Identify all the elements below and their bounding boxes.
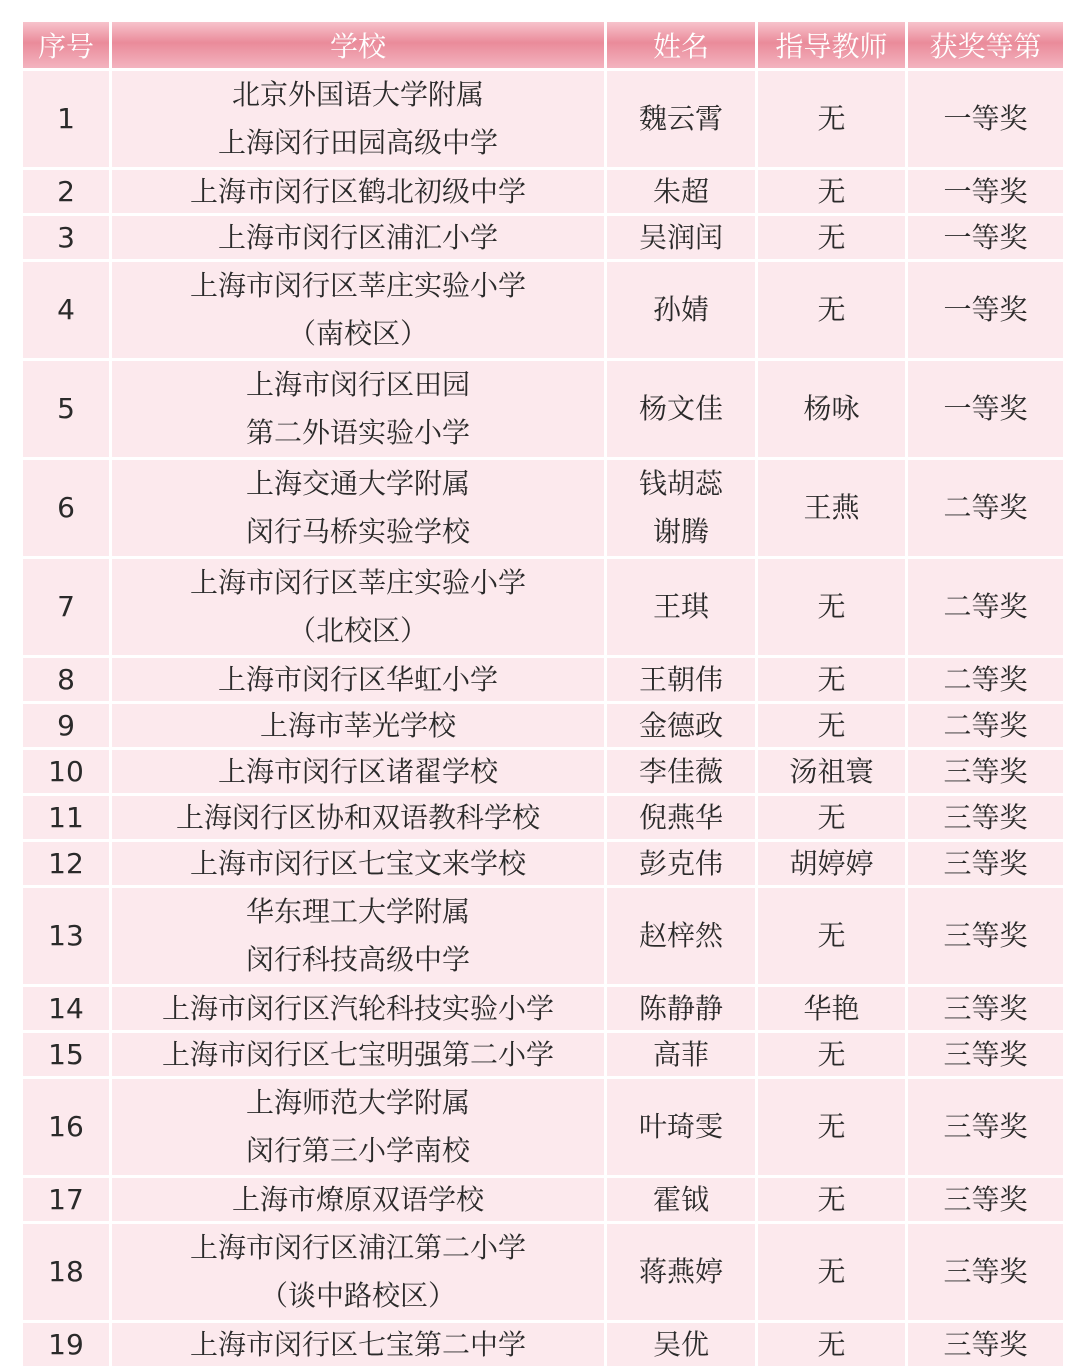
school-line: 闵行第三小学南校: [245, 1134, 470, 1167]
table-row: [23, 361, 1063, 457]
cell-award: 三等奖: [908, 1033, 1063, 1076]
cell-teacher: 无: [758, 71, 905, 167]
cell-teacher: 华艳: [758, 987, 905, 1030]
cell-name: [607, 361, 755, 457]
table-row: [23, 216, 1063, 259]
name-line: 霍钺: [652, 1183, 709, 1216]
cell-school: [112, 262, 604, 358]
cell-school: [112, 460, 604, 556]
cell-teacher: 胡婷婷: [758, 842, 905, 885]
table-row: [23, 658, 1063, 701]
name-line: 彭克伟: [638, 847, 723, 880]
name-line: 魏云霄: [638, 102, 723, 135]
cell-no: 16: [23, 1079, 109, 1175]
name-line: 赵梓然: [638, 919, 723, 952]
table-row: [23, 842, 1063, 885]
school-line: 闵行科技高级中学: [245, 943, 470, 976]
cell-school: [112, 987, 604, 1030]
cell-name: [607, 987, 755, 1030]
table-row: [23, 987, 1063, 1030]
cell-award: 二等奖: [908, 658, 1063, 701]
school-line: 上海市闵行区七宝第二中学: [189, 1328, 526, 1361]
school-line: 上海市闵行区田园: [245, 368, 470, 401]
table-row: [23, 888, 1063, 984]
cell-name: [607, 1224, 755, 1320]
name-line: 钱胡蕊: [638, 467, 723, 500]
cell-name: [607, 1033, 755, 1076]
cell-no: 6: [23, 460, 109, 556]
cell-name: [607, 170, 755, 213]
name-line: 金德政: [638, 709, 723, 742]
table-row: [23, 559, 1063, 655]
name-line: 王琪: [652, 590, 709, 623]
cell-name: [607, 460, 755, 556]
cell-no: 11: [23, 796, 109, 839]
cell-no: 10: [23, 750, 109, 793]
table-body: [23, 71, 1063, 1366]
cell-teacher: 无: [758, 1224, 905, 1320]
cell-teacher: 无: [758, 796, 905, 839]
cell-no: 3: [23, 216, 109, 259]
school-line: （北校区）: [287, 614, 428, 647]
cell-award: 三等奖: [908, 750, 1063, 793]
cell-name: [607, 1178, 755, 1221]
table-row: [23, 1323, 1063, 1366]
school-line: 上海市闵行区浦江第二小学: [189, 1231, 526, 1264]
school-line: 上海市闵行区华虹小学: [217, 663, 498, 696]
header-row: [23, 22, 1063, 68]
school-line: 上海市闵行区鹤北初级中学: [189, 175, 526, 208]
cell-teacher: 无: [758, 1079, 905, 1175]
cell-teacher: 无: [758, 1033, 905, 1076]
cell-name: [607, 262, 755, 358]
cell-school: [112, 842, 604, 885]
cell-teacher: 无: [758, 216, 905, 259]
cell-award: 三等奖: [908, 1224, 1063, 1320]
cell-no: 9: [23, 704, 109, 747]
name-line: 高菲: [652, 1038, 709, 1071]
awards-table: [20, 19, 1066, 1369]
name-line: 叶琦雯: [638, 1110, 723, 1143]
cell-teacher: 无: [758, 1323, 905, 1366]
cell-teacher: 无: [758, 262, 905, 358]
cell-school: [112, 1079, 604, 1175]
cell-school: [112, 704, 604, 747]
cell-award: 三等奖: [908, 1323, 1063, 1366]
school-line: 上海市燎原双语学校: [231, 1183, 484, 1216]
cell-school: [112, 1178, 604, 1221]
name-line: 孙婧: [652, 293, 709, 326]
cell-teacher: 无: [758, 704, 905, 747]
school-line: 华东理工大学附属: [245, 895, 470, 928]
cell-no: 2: [23, 170, 109, 213]
cell-name: [607, 559, 755, 655]
cell-no: 18: [23, 1224, 109, 1320]
cell-name: [607, 216, 755, 259]
name-line: 倪燕华: [638, 801, 723, 834]
cell-school: [112, 170, 604, 213]
cell-school: [112, 1323, 604, 1366]
header-no: 序号: [23, 22, 109, 68]
cell-award: 三等奖: [908, 1079, 1063, 1175]
cell-award: 一等奖: [908, 216, 1063, 259]
table-row: [23, 1178, 1063, 1221]
cell-no: 19: [23, 1323, 109, 1366]
header-school: 学校: [112, 22, 604, 68]
cell-teacher: 无: [758, 658, 905, 701]
cell-no: 15: [23, 1033, 109, 1076]
school-line: 闵行马桥实验学校: [245, 515, 470, 548]
school-line: 上海市闵行区诸翟学校: [217, 755, 498, 788]
cell-no: 12: [23, 842, 109, 885]
school-line: 上海市闵行区七宝明强第二小学: [161, 1038, 554, 1071]
table-row: [23, 750, 1063, 793]
name-line: 蒋燕婷: [638, 1255, 723, 1288]
school-line: （谈中路校区）: [259, 1279, 456, 1312]
cell-school: [112, 888, 604, 984]
cell-award: 一等奖: [908, 262, 1063, 358]
name-line: 李佳薇: [638, 755, 723, 788]
cell-name: [607, 796, 755, 839]
name-line: 吴优: [652, 1328, 709, 1361]
school-line: 上海市闵行区浦汇小学: [217, 221, 498, 254]
cell-name: [607, 704, 755, 747]
table-row: [23, 704, 1063, 747]
school-line: 上海市闵行区莘庄实验小学: [189, 566, 526, 599]
table-row: [23, 460, 1063, 556]
cell-award: 三等奖: [908, 796, 1063, 839]
header-teacher: 指导教师: [758, 22, 905, 68]
cell-award: 一等奖: [908, 361, 1063, 457]
cell-school: [112, 658, 604, 701]
cell-teacher: 无: [758, 170, 905, 213]
cell-name: [607, 1323, 755, 1366]
school-line: 北京外国语大学附属: [231, 78, 484, 111]
cell-teacher: 无: [758, 888, 905, 984]
cell-no: 17: [23, 1178, 109, 1221]
cell-no: 4: [23, 262, 109, 358]
table-row: [23, 796, 1063, 839]
cell-name: [607, 658, 755, 701]
cell-teacher: 杨咏: [758, 361, 905, 457]
table-row: [23, 1224, 1063, 1320]
cell-no: 5: [23, 361, 109, 457]
school-line: 上海市闵行区莘庄实验小学: [189, 269, 526, 302]
school-line: 上海市莘光学校: [259, 709, 456, 742]
cell-teacher: 王燕: [758, 460, 905, 556]
cell-school: [112, 796, 604, 839]
table-row: [23, 1079, 1063, 1175]
cell-school: [112, 750, 604, 793]
school-line: 第二外语实验小学: [245, 416, 470, 449]
cell-award: 三等奖: [908, 987, 1063, 1030]
header-award: 获奖等第: [908, 22, 1063, 68]
table-row: [23, 170, 1063, 213]
cell-name: [607, 888, 755, 984]
table-row: [23, 71, 1063, 167]
cell-no: 7: [23, 559, 109, 655]
cell-school: [112, 559, 604, 655]
cell-school: [112, 216, 604, 259]
cell-no: 8: [23, 658, 109, 701]
cell-school: [112, 71, 604, 167]
name-line: 朱超: [652, 175, 709, 208]
name-line: 王朝伟: [638, 663, 723, 696]
cell-award: 三等奖: [908, 842, 1063, 885]
cell-award: 一等奖: [908, 71, 1063, 167]
school-line: 上海市闵行区汽轮科技实验小学: [161, 992, 554, 1025]
cell-name: [607, 750, 755, 793]
cell-award: 三等奖: [908, 1178, 1063, 1221]
cell-award: 一等奖: [908, 170, 1063, 213]
school-line: 上海市闵行区七宝文来学校: [189, 847, 526, 880]
cell-award: 三等奖: [908, 888, 1063, 984]
cell-name: [607, 71, 755, 167]
school-line: 上海师范大学附属: [245, 1086, 470, 1119]
cell-award: 二等奖: [908, 704, 1063, 747]
cell-school: [112, 1033, 604, 1076]
table-row: [23, 1033, 1063, 1076]
cell-school: [112, 361, 604, 457]
cell-teacher: 无: [758, 559, 905, 655]
school-line: 上海闵行田园高级中学: [217, 126, 498, 159]
table-row: [23, 262, 1063, 358]
cell-no: 13: [23, 888, 109, 984]
school-line: 上海交通大学附属: [245, 467, 470, 500]
name-line: 谢腾: [652, 515, 709, 548]
school-line: 上海闵行区协和双语教科学校: [175, 801, 540, 834]
school-line: （南校区）: [287, 317, 428, 350]
name-line: 陈静静: [638, 992, 723, 1025]
cell-award: 二等奖: [908, 460, 1063, 556]
name-line: 吴润闰: [638, 221, 723, 254]
cell-teacher: 汤祖寰: [758, 750, 905, 793]
cell-award: 二等奖: [908, 559, 1063, 655]
cell-no: 1: [23, 71, 109, 167]
cell-no: 14: [23, 987, 109, 1030]
cell-teacher: 无: [758, 1178, 905, 1221]
header-name: 姓名: [607, 22, 755, 68]
cell-school: [112, 1224, 604, 1320]
cell-name: [607, 1079, 755, 1175]
cell-name: [607, 842, 755, 885]
name-line: 杨文佳: [638, 392, 723, 425]
